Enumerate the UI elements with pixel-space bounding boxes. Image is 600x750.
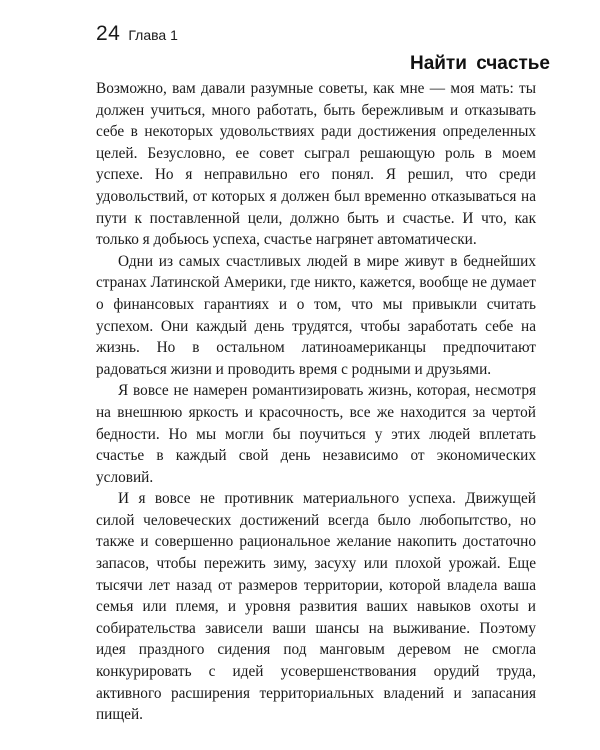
paragraph-3: Я вовсе не намерен романтизировать жизнь, которая, несмотря на внешнюю яркость и красочность, все же находится за чертой бедности. Но мы могли бы поучиться у этих людей вплетать счастье в каждый свой день независимо от экономических условий. <box>96 382 536 486</box>
running-head <box>96 22 178 46</box>
page-number: 24 <box>96 22 121 45</box>
paragraph-2: Одни из самых счастливых людей в мире живут в беднейших странах Латинской Америки, где никто, кажется, вообще не думает о финансовых гарантиях и о том, что мы привыкли считать успехом. Они каждый день трудятся, чтобы заработать себе на жизнь. Но в остальном латиноамериканцы предпочитают радоваться жизни и проводить время с родными и друзьями. <box>96 252 536 378</box>
paragraph-4: И я вовсе не противник материального успеха. Движущей силой человеческих достижений всегда было любопытство, но также и совершенно рациональное желание накопить достаточно запасов, чтобы пережить зиму, засуху или плохой урожай. Еще тысячи лет назад от размеров территории, которой владела ваша семья или племя, и уровня развития ваших навыков охоты и собирательства зависели ваши шансы на выживание. Поэтому идея праздного сидения под манговым деревом не смогла конкурировать с идей усовершенствования орудий труда, активного расширения территориальных владений и запасания пищей. <box>96 490 536 724</box>
section-title: Найти счастье <box>409 53 550 74</box>
body-text <box>96 78 536 726</box>
paragraph-1: Возможно, вам давали разумные советы, как мне — моя мать: ты должен учиться, много работать, быть бережливым и отказывать себе в некоторых удовольствиях ради достижения определенных целей. Безусловно, ее совет сыграл решающую роль в моем успехе. Но я неправильно его понял. Я решил, что среди удовольствий, от которых я должен был временно отказываться на пути к поставленной цели, должно быть и счастье. И что, как только я добьюсь успеха, счастье нагрянет автоматически. <box>96 80 536 249</box>
chapter-label: Глава 1 <box>128 27 178 43</box>
